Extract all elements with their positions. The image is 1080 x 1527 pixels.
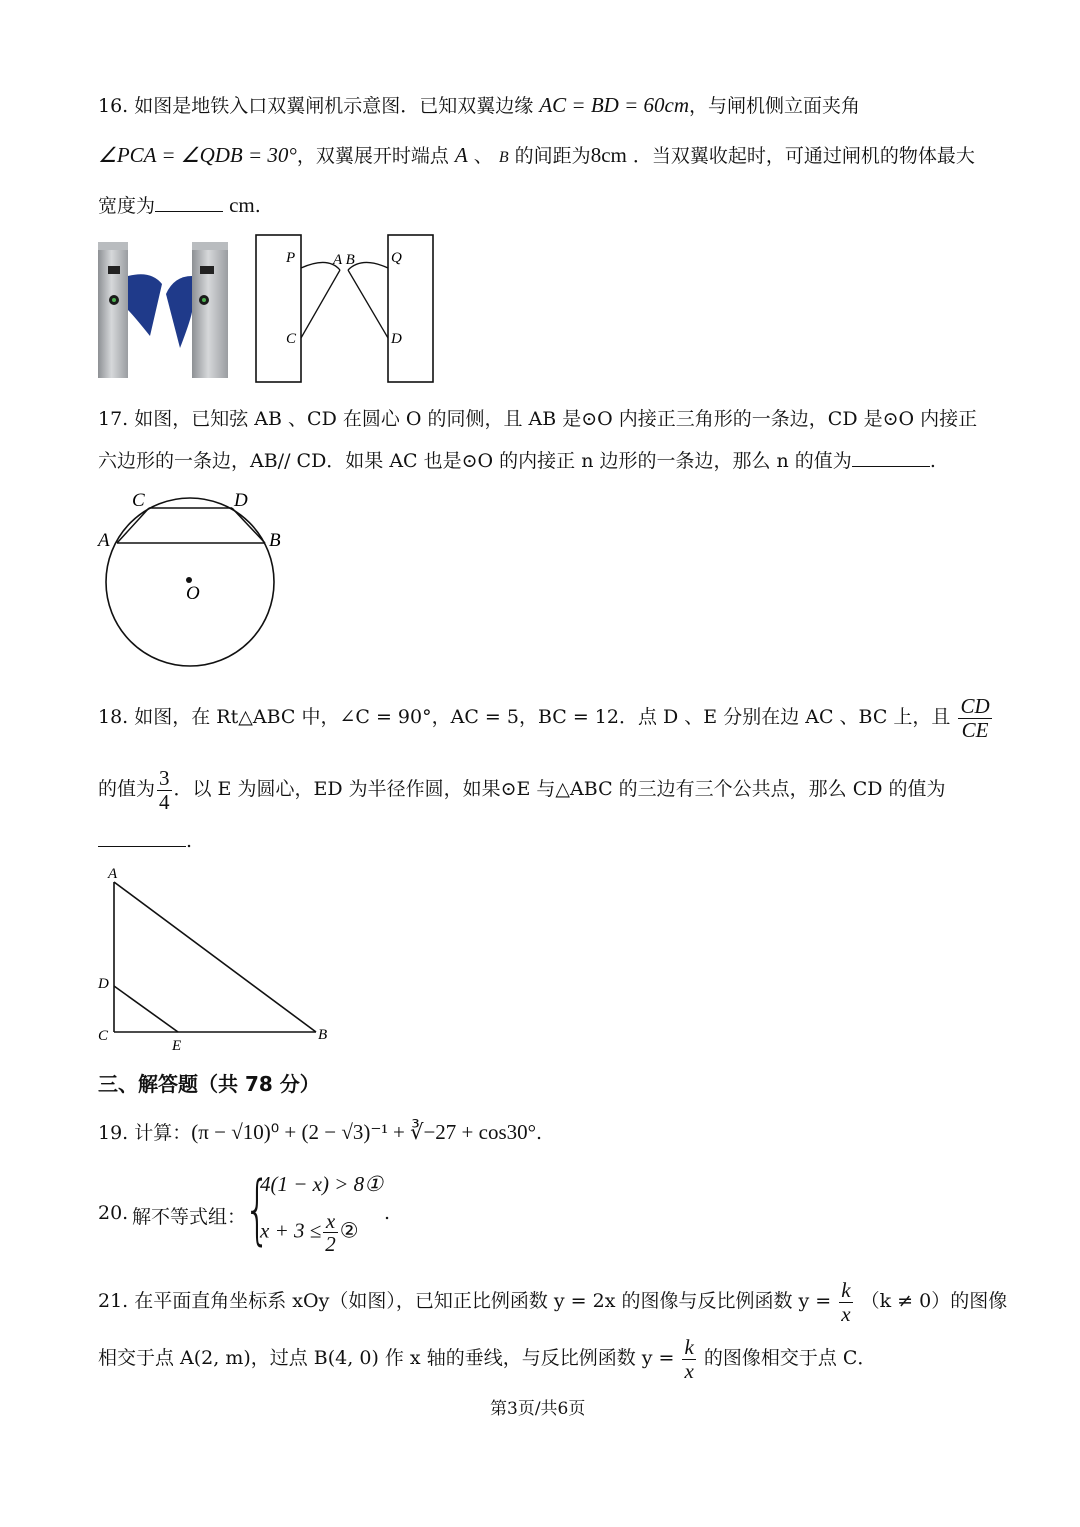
answer-blank[interactable] bbox=[852, 465, 930, 467]
answer-blank[interactable] bbox=[155, 210, 223, 212]
q16-number: 16. bbox=[98, 95, 129, 117]
label-D: D bbox=[234, 490, 248, 511]
triangle-diagram bbox=[94, 862, 340, 1058]
label-D: D bbox=[98, 976, 109, 992]
label-C: C bbox=[98, 1028, 109, 1044]
q21-number: 21. bbox=[98, 1290, 129, 1312]
q19-expression: (π − √10)⁰ + (2 − √3)⁻¹ + ∛−27 + cos30° bbox=[191, 1120, 537, 1144]
section-title: 三、解答题（共 78 分） bbox=[98, 1072, 320, 1096]
wing-ac bbox=[301, 270, 340, 338]
wing-bd bbox=[348, 270, 388, 338]
inequality-2: x + 3 ≤ $\frac{x}{2}$ ② bbox=[260, 1209, 359, 1257]
label-E: E bbox=[172, 1038, 182, 1054]
label-A: A bbox=[98, 530, 110, 551]
segment-ac bbox=[117, 508, 149, 543]
segment-de bbox=[114, 986, 178, 1032]
q18-line1: 18. 如图，在 Rt△ABC 中，∠C = 90°，AC = 5，BC = 12．点 D 、E 分别在边 AC 、BC 上，且 $\frac{CD}{CE}$ bbox=[98, 694, 990, 742]
side-ab bbox=[114, 882, 316, 1032]
answer-blank[interactable] bbox=[98, 845, 186, 847]
left-cabinet bbox=[98, 242, 128, 378]
label-Q: Q bbox=[391, 250, 402, 266]
q17-number: 17. bbox=[98, 408, 129, 430]
turnstile-diagram bbox=[250, 230, 440, 390]
q19-line: 19. 计算：(π − √10)⁰ + (2 − √3)⁻¹ + ∛−27 + cos30°. bbox=[98, 1120, 543, 1144]
label-D: D bbox=[391, 331, 402, 347]
q21-line1: 21. 在平面直角坐标系 xOy（如图），已知正比例函数 y = 2x 的图像与反比例函数 y = $\frac{k}{x}$ （k ≠ 0）的图像 bbox=[98, 1278, 1008, 1326]
q17-line1: 17. 如图，已知弦 AB 、CD 在圆心 O 的同侧，且 AB 是⊙O 内接正三角形的一条边，CD 是⊙O 内接正 bbox=[98, 408, 978, 430]
q16-line3: 宽度为 cm. bbox=[98, 193, 261, 217]
q19-number: 19. bbox=[98, 1122, 129, 1144]
turnstile-photo bbox=[96, 236, 236, 382]
ratio-fraction: $\frac{CD}{CE}$ bbox=[960, 694, 990, 742]
q16-line1: 16. 如图是地铁入口双翼闸机示意图．已知双翼边缘 AC = BD = 60cm，与闸机侧立面夹角 bbox=[98, 93, 860, 117]
q17-line2: 六边形的一条边，AB// CD．如果 AC 也是⊙O 的内接正 n 边形的一条边，那么 n 的值为 . bbox=[98, 450, 936, 472]
label-B: B bbox=[318, 1027, 328, 1043]
label-A: A bbox=[108, 866, 118, 882]
right-cabinet bbox=[192, 242, 228, 378]
q21-line2: 相交于点 A(2, m)，过点 B(4, 0) 作 x 轴的垂线，与反比例函数 y = $\frac{k}{x}$ 的图像相交于点 C． bbox=[98, 1335, 877, 1383]
inequality-1: 4(1 − x) > 8① bbox=[260, 1172, 383, 1196]
circle-diagram bbox=[92, 486, 292, 670]
left-wing bbox=[128, 274, 162, 336]
label-AB: A B bbox=[333, 252, 355, 268]
system-brace: { bbox=[244, 1164, 271, 1253]
page-footer: 第3页/共6页 bbox=[490, 1399, 586, 1419]
q18-line2: 的值为 $\frac{3}{4}$ ．以 E 为圆心，ED 为半径作圆，如果⊙E 与△ABC 的三边有三个公共点，那么 CD 的值为 bbox=[98, 766, 946, 814]
label-C: C bbox=[286, 331, 297, 347]
label-C: C bbox=[132, 490, 145, 511]
q16-line2: ∠PCA = ∠QDB = 30°，双翼展开时端点 A 、 B 的间距为8cm ．当双翼收起时，可通过闸机的物体最大 bbox=[98, 143, 975, 167]
q18-line3: . bbox=[98, 830, 192, 852]
q18-number: 18. bbox=[98, 706, 129, 728]
label-B: B bbox=[269, 530, 281, 551]
value-fraction: $\frac{3}{4}$ bbox=[159, 766, 170, 814]
label-P: P bbox=[286, 250, 296, 266]
label-O: O bbox=[186, 583, 200, 604]
right-wing bbox=[166, 276, 192, 348]
q20-number: 20. bbox=[98, 1202, 129, 1224]
segment-db bbox=[232, 508, 265, 543]
